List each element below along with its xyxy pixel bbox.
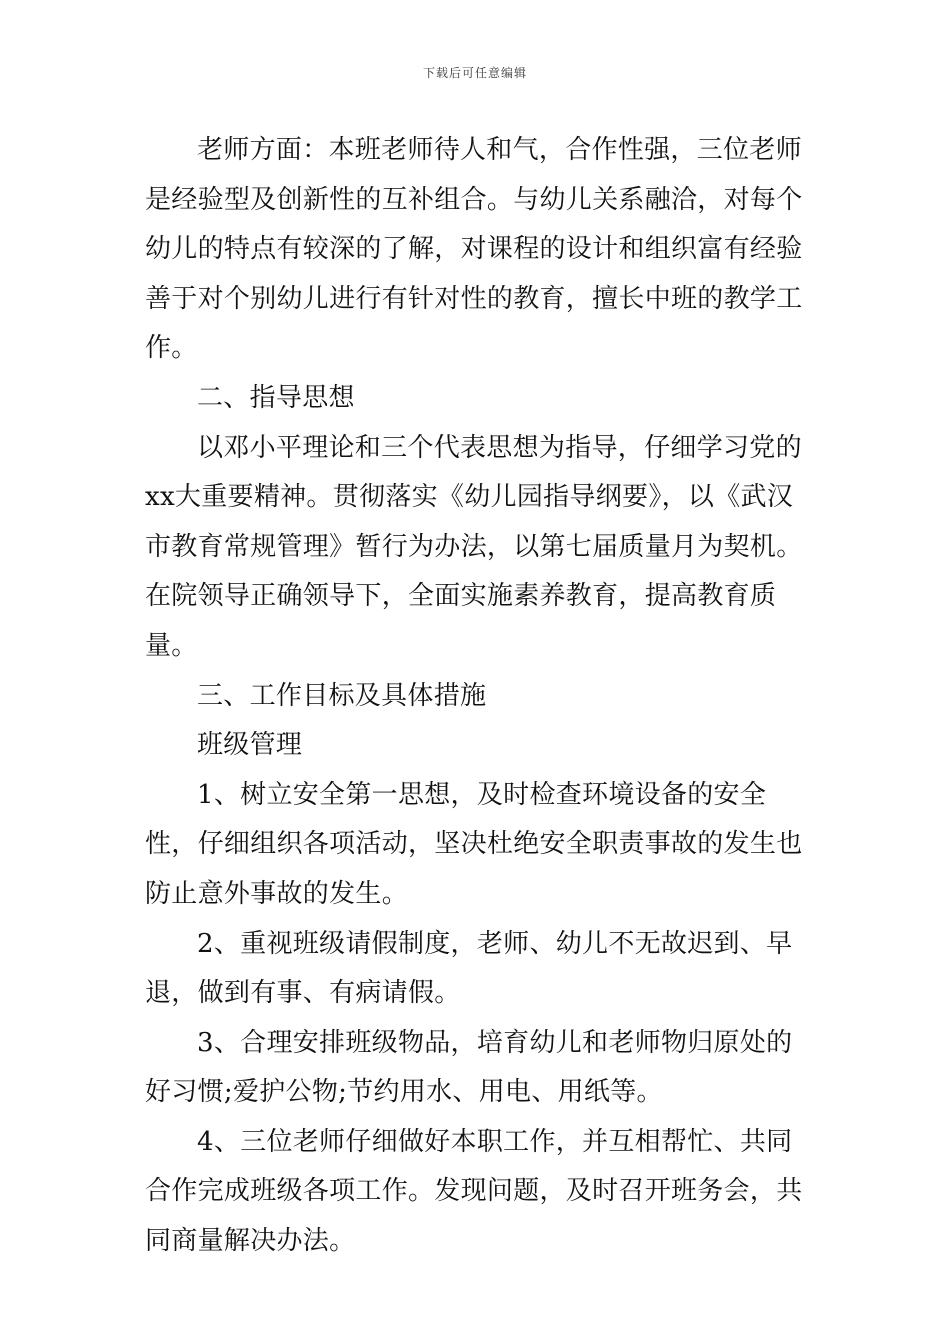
document-body bbox=[145, 126, 815, 1267]
page-header: 下载后可任意编辑 bbox=[422, 66, 527, 80]
list-item-safety: 1、树立安全第一思想，及时检查环境设备的安全性，仔细组织各项活动，坚决杜绝安全职责事故的发生也防止意外事故的发生。 bbox=[145, 779, 803, 909]
list-item-class-items: 3、合理安排班级物品，培育幼儿和老师物归原处的好习惯;爱护公物;节约用水、用电、用纸等。 bbox=[145, 1027, 793, 1108]
heading-guiding-ideology: 二、指导思想 bbox=[197, 382, 355, 413]
paragraph-teachers: 老师方面：本班老师待人和气，合作性强，三位老师是经验型及创新性的互补组合。与幼儿关系融洽，对每个幼儿的特点有较深的了解，对课程的设计和组织富有经验善于对个别幼儿进行有针对性的教育，擅长中班的教学工作。 bbox=[145, 135, 803, 364]
paragraph-guiding-ideology: 以邓小平理论和三个代表思想为指导，仔细学习党的xx大重要精神。贯彻落实《幼儿园指导纲要》，以《武汉市教育常规管理》暂行为办法，以第七届质量月为契机。在院领导正确领导下，全面实施素养教育，提高教育质量。 bbox=[145, 432, 803, 661]
list-item-teamwork: 4、三位老师仔细做好本职工作，并互相帮忙、共同合作完成班级各项工作。发现问题，及时召开班务会，共同商量解决办法。 bbox=[145, 1126, 803, 1257]
heading-class-management: 班级管理 bbox=[197, 730, 303, 761]
heading-work-goals: 三、工作目标及具体措施 bbox=[197, 680, 487, 711]
list-item-leave-system: 2、重视班级请假制度，老师、幼儿不无故迟到、早退，做到有事、有病请假。 bbox=[145, 928, 793, 1009]
